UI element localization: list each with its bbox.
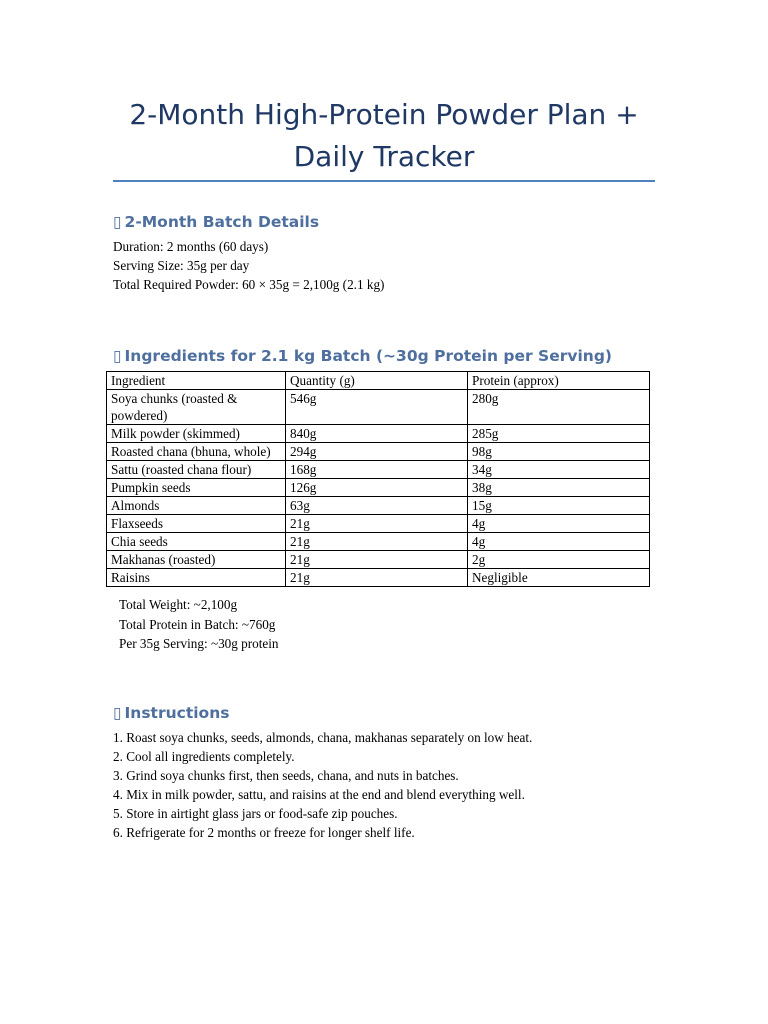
ingredients-table: [106, 371, 650, 587]
table-header-cell: Protein (approx): [468, 372, 650, 390]
ingredient-cell: Raisins: [107, 569, 286, 587]
protein-cell: 4g: [468, 515, 650, 533]
instruction-step: 6. Refrigerate for 2 months or freeze for longer shelf life.: [113, 825, 415, 840]
instruction-step: 3. Grind soya chunks first, then seeds, chana, and nuts in batches.: [113, 768, 459, 783]
ingredient-cell: Makhanas (roasted): [107, 551, 286, 569]
table-row: [107, 461, 650, 479]
ingredient-cell: Almonds: [107, 497, 286, 515]
batch-detail-line: Total Required Powder: 60 × 35g = 2,100g (2.1 kg): [113, 277, 385, 292]
batch-details-heading-text: 2-Month Batch Details: [124, 213, 320, 231]
quantity-cell: 21g: [286, 533, 468, 551]
instructions-heading-text: Instructions: [124, 704, 230, 722]
quantity-cell: 21g: [286, 515, 468, 533]
total-weight-line: Total Weight: ~2,100g: [119, 597, 238, 612]
table-row: [107, 569, 650, 587]
instruction-step: 1. Roast soya chunks, seeds, almonds, chana, makhanas separately on low heat.: [113, 730, 533, 745]
protein-cell: 38g: [468, 479, 650, 497]
table-header-cell: Ingredient: [107, 372, 286, 390]
quantity-cell: 546g: [286, 390, 468, 425]
page-title: [113, 94, 655, 178]
instruction-step: 4. Mix in milk powder, sattu, and raisins at the end and blend everything well.: [113, 787, 525, 802]
protein-cell: Negligible: [468, 569, 650, 587]
protein-cell: 34g: [468, 461, 650, 479]
ingredients-heading: [113, 347, 612, 365]
protein-cell: 4g: [468, 533, 650, 551]
ingredient-cell: Chia seeds: [107, 533, 286, 551]
ingredient-cell: Milk powder (skimmed): [107, 425, 286, 443]
protein-cell: 2g: [468, 551, 650, 569]
quantity-cell: 294g: [286, 443, 468, 461]
quantity-cell: 21g: [286, 569, 468, 587]
ingredient-cell: Roasted chana (bhuna, whole): [107, 443, 286, 461]
batch-detail-line: Duration: 2 months (60 days): [113, 239, 269, 254]
protein-cell: 98g: [468, 443, 650, 461]
per-serving-line: Per 35g Serving: ~30g protein: [119, 636, 279, 651]
missing-glyph-icon: ▯: [113, 213, 122, 231]
ingredient-cell: Soya chunks (roasted & powdered): [107, 390, 286, 425]
title-line-2: Daily Tracker: [293, 140, 475, 173]
missing-glyph-icon: ▯: [113, 704, 122, 722]
table-row: [107, 390, 650, 425]
instruction-step: 5. Store in airtight glass jars or food-safe zip pouches.: [113, 806, 398, 821]
table-row: [107, 515, 650, 533]
batch-details-heading: [113, 213, 319, 231]
table-row: [107, 497, 650, 515]
ingredients-heading-text: Ingredients for 2.1 kg Batch (~30g Protein per Serving): [124, 347, 613, 365]
quantity-cell: 63g: [286, 497, 468, 515]
table-row: [107, 443, 650, 461]
instruction-step: 2. Cool all ingredients completely.: [113, 749, 295, 764]
ingredient-cell: Sattu (roasted chana flour): [107, 461, 286, 479]
batch-detail-line: Serving Size: 35g per day: [113, 258, 250, 273]
protein-cell: 15g: [468, 497, 650, 515]
total-protein-line: Total Protein in Batch: ~760g: [119, 616, 276, 632]
quantity-cell: 126g: [286, 479, 468, 497]
quantity-cell: 21g: [286, 551, 468, 569]
table-row: [107, 479, 650, 497]
protein-cell: 280g: [468, 390, 650, 425]
ingredient-cell: Pumpkin seeds: [107, 479, 286, 497]
table-header-row: [107, 372, 650, 390]
instructions-list: [113, 728, 532, 842]
title-line-1: 2-Month High-Protein Powder Plan +: [129, 98, 639, 131]
title-underline-divider: [113, 180, 655, 182]
table-header-cell: Quantity (g): [286, 372, 468, 390]
ingredient-cell: Flaxseeds: [107, 515, 286, 533]
table-row: [107, 551, 650, 569]
protein-cell: 285g: [468, 425, 650, 443]
instructions-heading: [113, 704, 229, 722]
batch-details-list: [113, 237, 384, 294]
quantity-cell: 168g: [286, 461, 468, 479]
quantity-cell: 840g: [286, 425, 468, 443]
batch-totals-list: [119, 595, 279, 654]
table-row: [107, 533, 650, 551]
table-row: [107, 425, 650, 443]
missing-glyph-icon: ▯: [113, 347, 122, 365]
